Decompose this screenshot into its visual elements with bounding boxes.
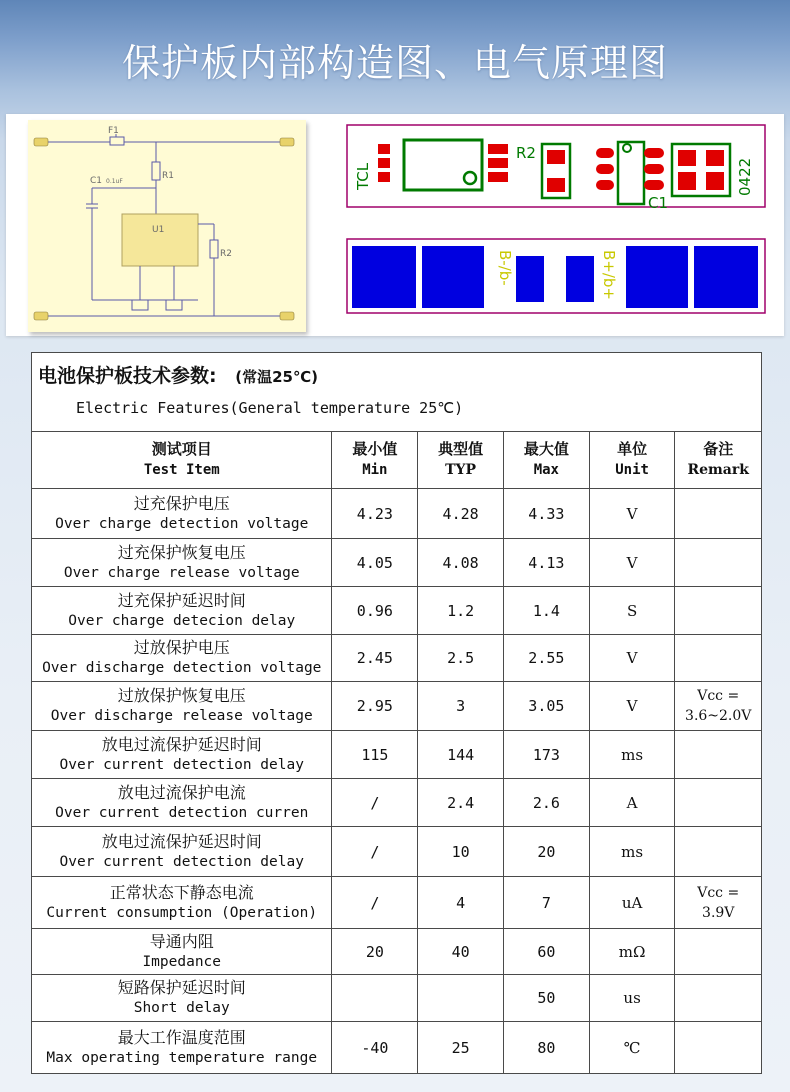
row-remark-line2: 3.9V	[702, 904, 735, 921]
fuse-label: F1	[108, 126, 119, 136]
table-title-en: Electric Features(General temperature 25℃)	[76, 399, 464, 417]
row-typ: 4	[418, 877, 504, 929]
row-test-item	[32, 827, 332, 877]
row-test-item	[32, 779, 332, 827]
row-remark-line1: Vcc =	[697, 688, 740, 704]
title-banner	[0, 10, 790, 108]
row-remark	[675, 489, 762, 539]
header-typ: 典型值 TYP	[418, 432, 504, 489]
table-header	[32, 432, 762, 489]
row-item-cn: 过充保护恢复电压	[117, 542, 246, 562]
row-min: 2.95	[332, 682, 418, 731]
c1-value: 0.1uF	[106, 178, 123, 185]
row-item-en: Over charge detection voltage	[55, 515, 309, 532]
row-item-en: Short delay	[133, 1000, 230, 1016]
u1-label: U1	[152, 225, 165, 235]
row-min: /	[332, 877, 418, 929]
r1-label: R1	[162, 171, 174, 181]
row-min: /	[332, 827, 418, 877]
header-test-item: 测试项目 Test Item	[32, 432, 332, 489]
row-remark	[675, 929, 762, 975]
row-max: 2.55	[503, 635, 589, 682]
row-item-en: Over discharge detection voltage	[42, 660, 322, 676]
row-typ: 25	[418, 1022, 504, 1074]
row-test-item	[32, 1022, 332, 1074]
row-item-cn: 过放保护电压	[133, 638, 230, 657]
row-unit: V	[589, 682, 675, 731]
row-item-en: Over charge detecion delay	[68, 612, 296, 629]
table-row	[32, 779, 762, 827]
row-max: 50	[503, 975, 589, 1022]
table-title-cn: 电池保护板技术参数:	[38, 365, 217, 387]
row-item-en: Over current detection delay	[59, 853, 304, 870]
row-test-item	[32, 539, 332, 587]
row-test-item	[32, 975, 332, 1022]
row-unit: V	[589, 635, 675, 682]
row-typ: 3	[418, 682, 504, 731]
row-unit: ms	[589, 731, 675, 779]
row-unit: mΩ	[589, 929, 675, 975]
row-typ: 2.5	[418, 635, 504, 682]
row-max: 173	[503, 731, 589, 779]
row-item-en: Over discharge release voltage	[50, 708, 313, 724]
row-test-item	[32, 877, 332, 929]
table-row	[32, 827, 762, 877]
row-remark-line1: Vcc =	[697, 884, 740, 901]
row-item-cn: 导通内阻	[149, 931, 214, 951]
table-row	[32, 929, 762, 975]
row-remark	[675, 1022, 762, 1074]
row-item-cn: 放电过流保护电流	[117, 782, 246, 802]
row-item-en: Current consumption (Operation)	[46, 904, 318, 921]
row-remark	[675, 827, 762, 877]
row-item-en: Impedance	[142, 953, 222, 970]
row-min: /	[332, 779, 418, 827]
row-min: 2.45	[332, 635, 418, 682]
row-remark	[675, 975, 762, 1022]
row-item-en: Max operating temperature range	[46, 1049, 318, 1066]
row-test-item	[32, 731, 332, 779]
row-item-cn: 短路保护延迟时间	[117, 978, 246, 997]
row-max: 20	[503, 827, 589, 877]
row-item-en: Over charge release voltage	[63, 564, 300, 581]
row-item-cn: 过充保护电压	[133, 493, 230, 513]
circuit-schematic	[28, 120, 306, 332]
row-max: 4.33	[503, 489, 589, 539]
table-row	[32, 975, 762, 1022]
row-typ: 144	[418, 731, 504, 779]
header-max: 最大值 Max	[503, 432, 589, 489]
row-unit: V	[589, 489, 675, 539]
row-remark	[675, 779, 762, 827]
row-remark	[675, 877, 762, 929]
row-unit: S	[589, 587, 675, 635]
table-title	[32, 353, 762, 432]
table-row	[32, 877, 762, 929]
row-item-en: Over current detection curren	[55, 804, 309, 821]
row-unit: ℃	[589, 1022, 675, 1074]
header-unit: 单位 Unit	[589, 432, 675, 489]
row-item-cn: 过放保护恢复电压	[117, 686, 246, 705]
row-typ: 10	[418, 827, 504, 877]
row-item-cn: 放电过流保护延迟时间	[101, 734, 262, 754]
row-remark	[675, 539, 762, 587]
row-unit: uA	[589, 877, 675, 929]
pcb-bottom-layout	[346, 238, 766, 314]
row-remark	[675, 587, 762, 635]
row-max: 1.4	[503, 587, 589, 635]
row-typ: 1.2	[418, 587, 504, 635]
spec-table	[31, 352, 762, 1074]
diagram-panel	[6, 114, 784, 336]
row-item-cn: 正常状态下静态电流	[109, 882, 254, 902]
row-remark	[675, 635, 762, 682]
row-item-cn: 过充保护延迟时间	[117, 590, 246, 610]
row-item-cn: 放电过流保护延迟时间	[101, 831, 262, 851]
row-min: 20	[332, 929, 418, 975]
row-typ: 4.28	[418, 489, 504, 539]
row-typ: 40	[418, 929, 504, 975]
table-row	[32, 587, 762, 635]
row-min: 4.23	[332, 489, 418, 539]
pcb-c1-label: C1	[648, 194, 669, 208]
pcb-b-plus-label: B+/b+	[600, 250, 618, 301]
row-test-item	[32, 682, 332, 731]
row-max: 60	[503, 929, 589, 975]
header-min: 最小值 Min	[332, 432, 418, 489]
row-min	[332, 975, 418, 1022]
row-max: 80	[503, 1022, 589, 1074]
page-title: 保护板内部构造图、电气原理图	[121, 40, 668, 85]
row-min: -40	[332, 1022, 418, 1074]
table-row	[32, 1022, 762, 1074]
row-unit: us	[589, 975, 675, 1022]
c1-label: C1	[90, 176, 103, 186]
row-unit: V	[589, 539, 675, 587]
row-min: 4.05	[332, 539, 418, 587]
row-item-en: Over current detection delay	[59, 756, 304, 773]
pcb-code-label: 0422	[736, 157, 754, 196]
row-remark	[675, 731, 762, 779]
row-max: 3.05	[503, 682, 589, 731]
row-min: 115	[332, 731, 418, 779]
row-typ	[418, 975, 504, 1022]
row-item-cn: 最大工作温度范围	[117, 1027, 246, 1047]
header-remark: 备注 Remark	[675, 432, 762, 489]
row-max: 2.6	[503, 779, 589, 827]
pcb-r2-label: R2	[516, 144, 536, 162]
row-unit: A	[589, 779, 675, 827]
pcb-b-minus-label: B-/b-	[496, 250, 514, 286]
row-typ: 4.08	[418, 539, 504, 587]
table-title-condition: (常温25℃)	[235, 368, 318, 386]
table-row	[32, 489, 762, 539]
row-unit: ms	[589, 827, 675, 877]
table-row	[32, 635, 762, 682]
row-test-item	[32, 489, 332, 539]
table-row	[32, 539, 762, 587]
row-remark	[675, 682, 762, 731]
row-max: 4.13	[503, 539, 589, 587]
pcb-tcl-label: TCL	[354, 162, 372, 190]
row-max: 7	[503, 877, 589, 929]
row-remark-line2: 3.6~2.0V	[685, 708, 752, 724]
table-row	[32, 682, 762, 731]
row-test-item	[32, 587, 332, 635]
row-test-item	[32, 929, 332, 975]
pcb-top-layout	[346, 124, 766, 208]
row-typ: 2.4	[418, 779, 504, 827]
row-min: 0.96	[332, 587, 418, 635]
table-row	[32, 731, 762, 779]
r2-label: R2	[220, 249, 232, 259]
row-test-item	[32, 635, 332, 682]
